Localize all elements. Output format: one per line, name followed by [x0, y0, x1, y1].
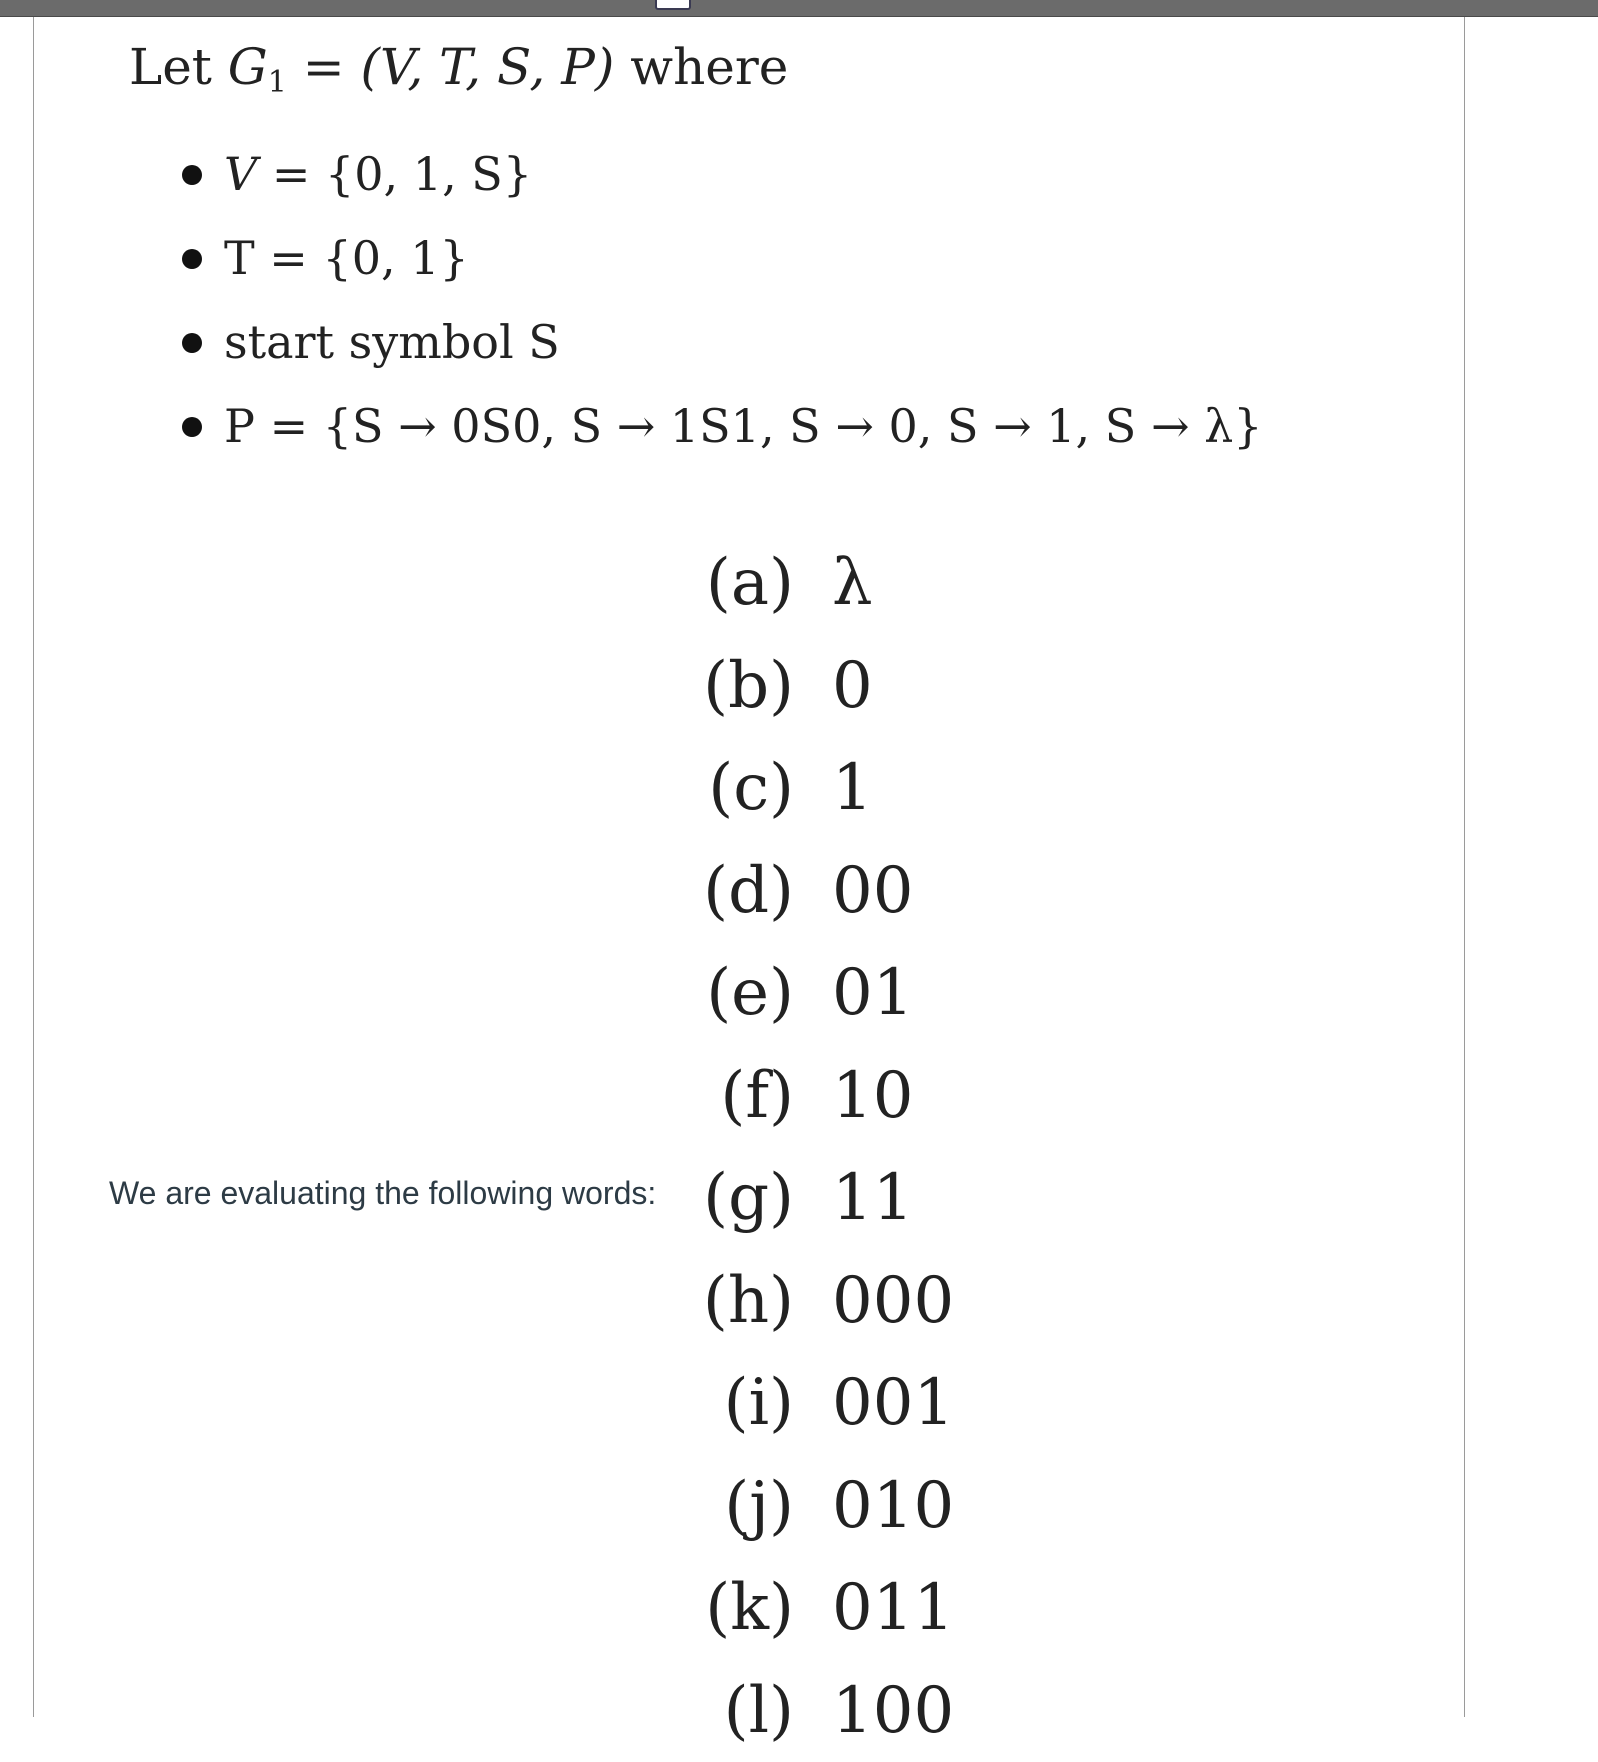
intro-suffix: where — [614, 38, 788, 96]
grammar-name: G — [228, 38, 268, 96]
word-value: 0 — [832, 635, 873, 738]
word-value: 11 — [832, 1147, 913, 1250]
list-item — [694, 1250, 954, 1353]
grammar-tuple: = (V, T, S, P) — [287, 38, 615, 96]
word-letter: (b) — [694, 635, 794, 738]
word-letter: (d) — [694, 840, 794, 943]
variables-symbol: V — [224, 147, 257, 201]
word-list — [694, 532, 954, 1762]
word-value: 10 — [832, 1045, 913, 1148]
list-item — [694, 635, 954, 738]
definition-productions — [174, 384, 1263, 468]
start-symbol-text: start symbol S — [224, 315, 560, 369]
bullet-icon — [182, 249, 202, 269]
bullet-icon — [182, 333, 202, 353]
evaluation-prompt: We are evaluating the following words: — [109, 1175, 656, 1212]
variables-set: = {0, 1, S} — [257, 147, 532, 201]
productions-set: P = {S → 0S0, S → 1S1, S → 0, S → 1, S → λ} — [224, 399, 1263, 453]
grammar-components-list — [174, 132, 1263, 468]
list-item — [694, 532, 954, 635]
intro-prefix: Let — [129, 38, 228, 96]
word-letter: (e) — [694, 942, 794, 1045]
list-item — [694, 1557, 954, 1660]
word-letter: (a) — [694, 532, 794, 635]
list-item — [694, 1147, 954, 1250]
word-value: 1 — [832, 737, 873, 840]
window-top-bar — [0, 0, 1598, 17]
word-value: 000 — [832, 1250, 954, 1353]
word-value: 00 — [832, 840, 913, 943]
word-value: λ — [832, 532, 873, 635]
definition-start-symbol — [174, 300, 1263, 384]
grammar-subscript: 1 — [268, 65, 287, 100]
list-item — [694, 1045, 954, 1148]
word-letter: (k) — [694, 1557, 794, 1660]
definition-terminals — [174, 216, 1263, 300]
word-letter: (g) — [694, 1147, 794, 1250]
word-letter: (j) — [694, 1455, 794, 1558]
scroll-tab[interactable] — [655, 0, 691, 10]
word-letter: (i) — [694, 1352, 794, 1455]
word-letter: (f) — [694, 1045, 794, 1148]
word-letter: (l) — [694, 1660, 794, 1762]
list-item — [694, 942, 954, 1045]
terminals-set: T = {0, 1} — [224, 231, 469, 285]
bullet-icon — [182, 165, 202, 185]
word-value: 100 — [832, 1660, 954, 1762]
list-item — [694, 1660, 954, 1762]
list-item — [694, 1352, 954, 1455]
question-content — [33, 17, 1465, 1717]
word-value: 001 — [832, 1352, 954, 1455]
word-value: 011 — [832, 1557, 954, 1660]
bullet-icon — [182, 417, 202, 437]
word-value: 010 — [832, 1455, 954, 1558]
list-item — [694, 840, 954, 943]
grammar-definition-heading — [129, 35, 788, 115]
definition-variables — [174, 132, 1263, 216]
word-letter: (c) — [694, 737, 794, 840]
list-item — [694, 737, 954, 840]
word-value: 01 — [832, 942, 913, 1045]
list-item — [694, 1455, 954, 1558]
word-letter: (h) — [694, 1250, 794, 1353]
